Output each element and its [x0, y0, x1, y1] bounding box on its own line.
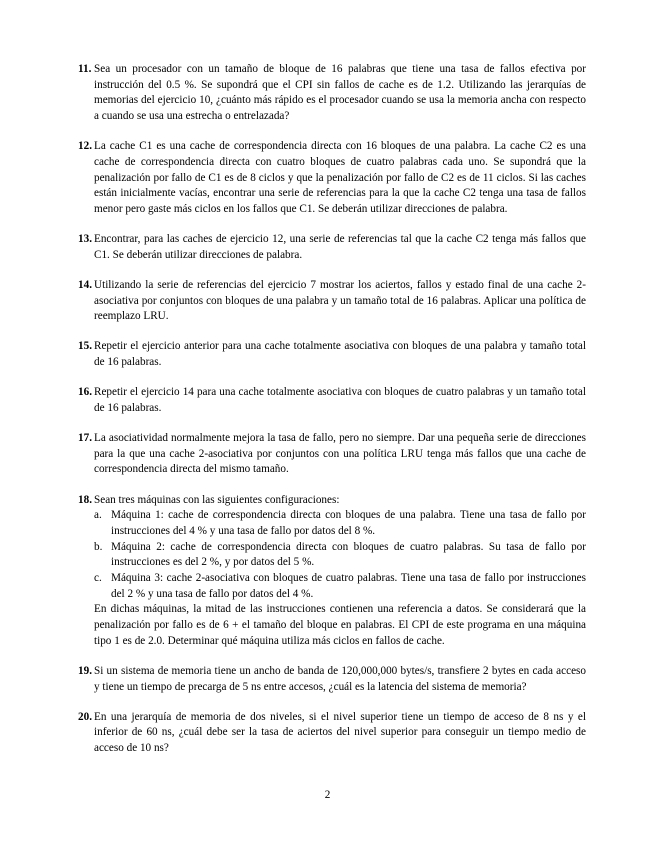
exercise-text-continued: En dichas máquinas, la mitad de las instrucciones contienen una referencia a datos. Se considerará que la penalización por fallo es de 6 + el tamaño del bloque en palabras. El CPI de este programa en una máquina tipo 1 es de 2.0. Determinar qué máquina utiliza más ciclos en fallos de cache.	[94, 603, 586, 647]
exercise-number: 14.	[78, 278, 92, 291]
exercise-17	[78, 431, 586, 478]
exercise-number: 15.	[78, 340, 92, 353]
exercise-text: En una jerarquía de memoria de dos niveles, si el nivel superior tiene un tiempo de acceso de 8 ns y el inferior de 60 ns, ¿cuál debe ser la tasa de aciertos del nivel superior para conseguir un tiempo medio de acceso de 10 ns?	[94, 710, 586, 755]
exercise-number: 11.	[78, 63, 92, 75]
exercise-20	[78, 710, 586, 757]
exercise-text: Encontrar, para las caches de ejercicio 12, una serie de referencias tal que la cache C2 tenga más fallos que C1. Se deberán utilizar direcciones de palabra.	[94, 233, 586, 261]
exercise-text: Sean tres máquinas con las siguientes configuraciones:	[94, 493, 340, 506]
exercise-number: 19.	[78, 664, 92, 677]
exercise-number: 16.	[78, 386, 92, 399]
list-item	[94, 540, 586, 571]
exercise-number: 13.	[78, 233, 92, 246]
exercise-text: Sea un procesador con un tamaño de bloque de 16 palabras que tiene una tasa de fallos efectiva por instrucción del 0.5 %. Se supondrá que el CPI sin fallos de cache es de 1.2. Utilizando las jerarquías de memorias del ejercicio 10, ¿cuánto más rápido es el procesador cuando se usa la memoria ancha con respecto a cuando se usa una estrecha o entrelazada?	[94, 63, 586, 123]
exercise-text: La asociatividad normalmente mejora la tasa de fallo, pero no siempre. Dar una pequeña serie de direcciones para la que una cache 2-asociativa por conjuntos con una política LRU tenga más fallos que una cache de correspondencia directa del mismo tamaño.	[94, 432, 586, 476]
page-number: 2	[324, 789, 331, 801]
exercise-18	[78, 493, 586, 650]
exercise-text: La cache C1 es una cache de correspondencia directa con 16 bloques de una palabra. La cache C2 es una cache de correspondencia directa con cuatro bloques de cuatro palabras cada uno. Se supondrá que la penalización por fallo de C1 es de 8 ciclos y que la penalización por fallo de C2 es de 11 ciclos. Si las caches están inicialmente vacías, encontrar una serie de referencias para la que la cache C2 tenga una tasa de fallos menor pero gaste más ciclos en los fallos que C1. Se deberán utilizar direcciones de palabra.	[94, 140, 586, 216]
item-text: Máquina 3: cache 2-asociativa con bloques de cuatro palabras. Tiene una tasa de fallo por instrucciones del 2 % y una tasa de fallo por datos del 4 %.	[111, 572, 586, 600]
exercise-list	[78, 62, 586, 771]
exercise-15	[78, 339, 586, 370]
exercise-text: Repetir el ejercicio 14 para una cache totalmente asociativa con bloques de cuatro palabras y un tamaño total de 16 palabras.	[94, 386, 586, 414]
item-text: Máquina 1: cache de correspondencia directa con bloques de una palabra. Tiene una tasa de fallo por instrucciones del 4 % y una tasa de fallo por datos del 8 %.	[111, 509, 586, 537]
item-text: Máquina 2: cache de correspondencia directa con bloques de cuatro palabras. Su tasa de fallo por instrucciones es del 2 %, y por datos del 5 %.	[111, 540, 586, 569]
item-letter: c.	[94, 572, 102, 585]
exercise-14	[78, 278, 586, 325]
exercise-text: Repetir el ejercicio anterior para una cache totalmente asociativa con bloques de una palabra y tamaño total de 16 palabras.	[94, 340, 586, 369]
item-letter: b.	[94, 540, 103, 553]
exercise-number: 12.	[78, 140, 92, 153]
exercise-19	[78, 664, 586, 695]
machine-list	[94, 508, 586, 602]
exercise-16	[78, 385, 586, 416]
exercise-number: 18.	[78, 493, 92, 506]
list-item	[94, 571, 586, 602]
item-letter: a.	[94, 509, 102, 522]
list-item	[94, 508, 586, 539]
exercise-text: Si un sistema de memoria tiene un ancho de banda de 120,000,000 bytes/s, transfiere 2 bytes en cada acceso y tiene un tiempo de precarga de 5 ns entre accesos, ¿cuál es la latencia del sistema de memoria?	[94, 664, 586, 693]
exercise-number: 17.	[78, 432, 92, 444]
exercise-text: Utilizando la serie de referencias del ejercicio 7 mostrar los aciertos, fallos y estado final de una cache 2-asociativa por conjuntos con bloques de una palabra y un tamaño total de 16 palabras. Aplicar una política de reemplazo LRU.	[94, 278, 586, 323]
exercise-11	[78, 62, 586, 125]
exercise-12	[78, 139, 586, 218]
exercise-number: 20.	[78, 710, 92, 723]
exercise-13	[78, 232, 586, 263]
